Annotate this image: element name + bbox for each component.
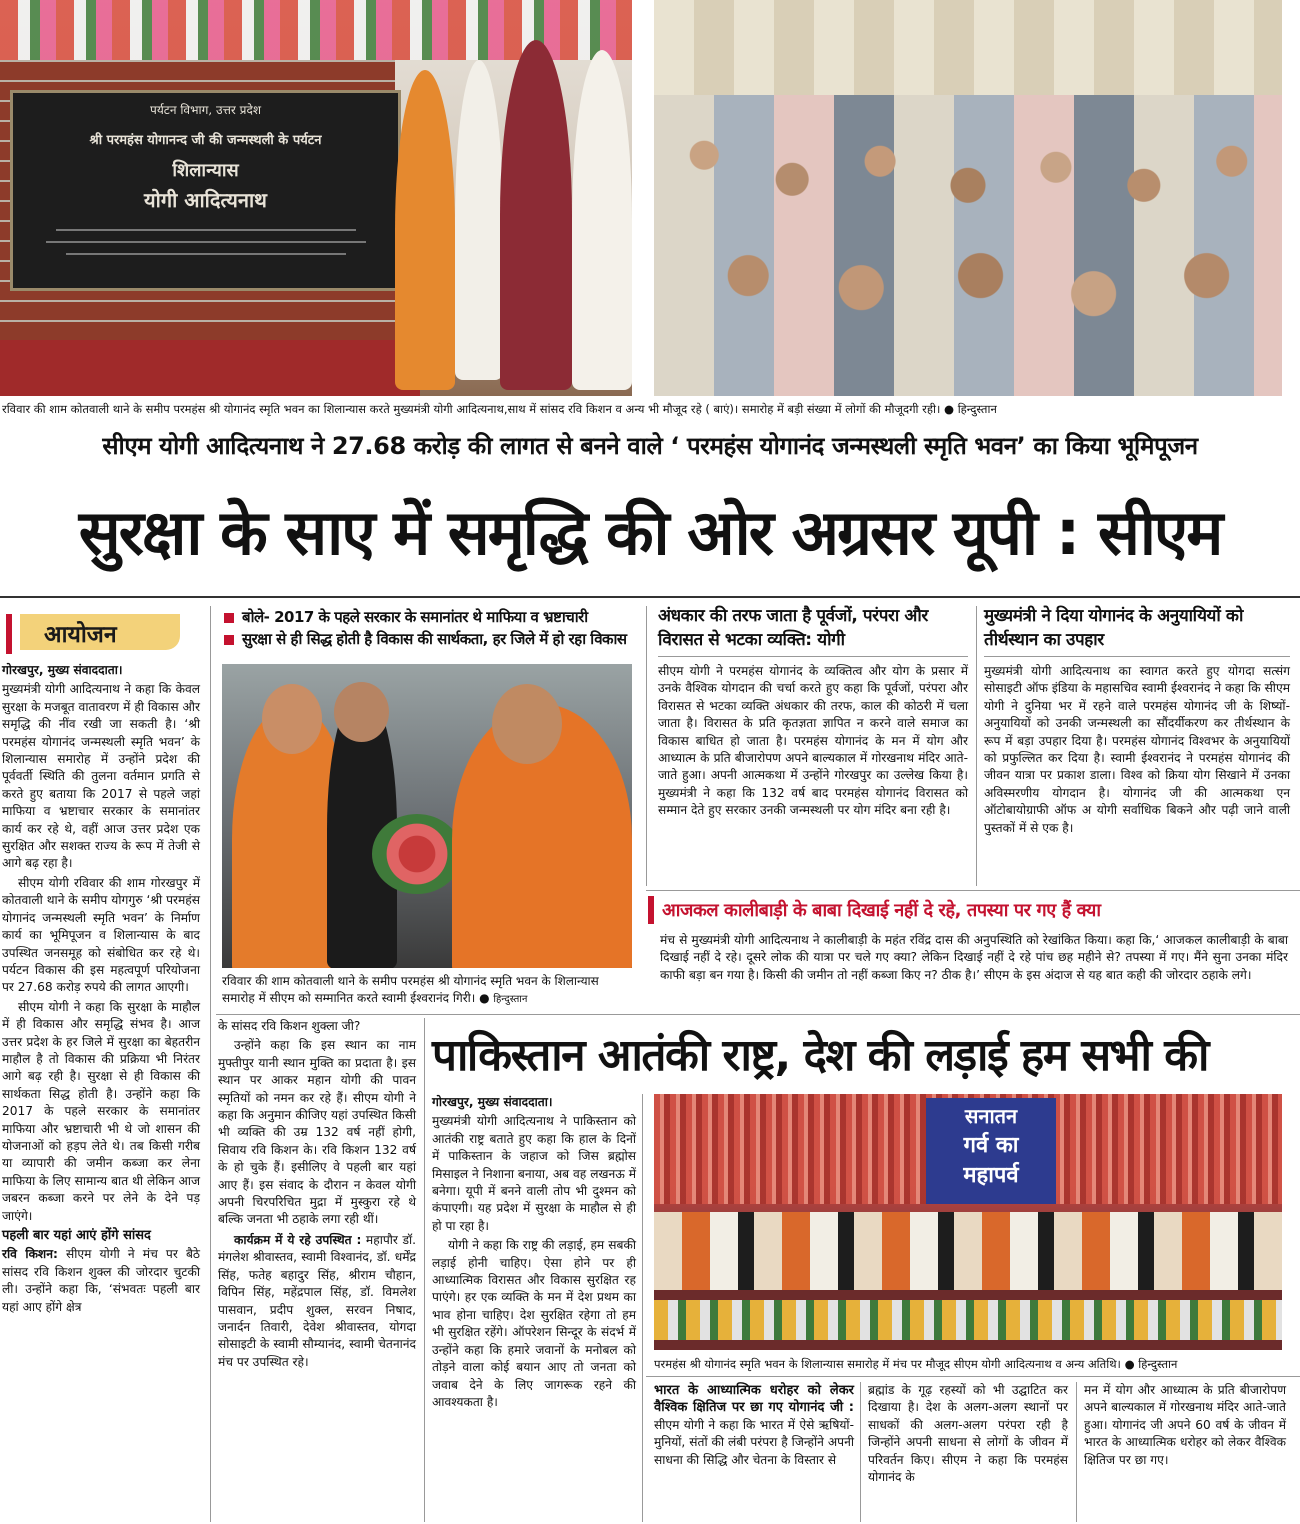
stage-photo-caption: परमहंस श्री योगानंद स्मृति भवन के शिलान्यास समारोह में मंच पर मौजूद सीएम योगी आदित्यनाथ व अन्य अतिथि। ● हिन्दुस्तान — [654, 1357, 1178, 1371]
story-col-2: के सांसद रवि किशन शुक्ला जी? उन्होंने कहा कि इस स्थान का नाम मुफ्तीपुर यानी स्थान मुक्ति का प्रदाता है। इस स्थान पर आकर महान योगी की पावन स्मृतियों को नमन कर रहे हैं। सीएम योगी ने कहा कि अनुमान कीजिए यहां उपस्थित किसी भी व्यक्ति की उम्र 132 वर्ष नहीं होगी, सिवाय रवि किशन के। रवि किशन 132 वर्ष के हो चुके हैं। इसीलिए वे पहली बार यहां आए हैं। इस संवाद के दौरान न केवल योगी अपनी चिरपरिचित मुद्रा में मुस्कुरा रहे थे बल्कि जनता भी ठहाके लगा रही थीं। कार्यक्रम में ये रहे उपस्थित : महापौर डॉ. मंगलेश श्रीवास्तव, स्वामी विश्वानंद, डॉ. धर्मेंद्र सिंह, फतेह बहादुर सिंह, श्रीराम चौहान, विपिन सिंह, महेंद्रपाल सिंह, डॉ. विमलेश पासवान, प्रदीप शुक्ल, सरवन निषाद, जनार्दन तिवारी, देवेश श्रीवास्तव, योगदा सोसाइटी के स्वामी सौम्यानंद, स्वामी चेतनानंद मंच पर उपस्थित रहे। — [218, 1019, 416, 1369]
photo-felicitation — [222, 664, 632, 968]
top-photo-caption: रविवार की शाम कोतवाली थाने के समीप परमहंस श्री योगानंद स्मृति भवन का शिलान्यास करते मुख्यमंत्री योगी आदित्यनाथ,साथ में सांसद रवि किशन व अन्य भी मौजूद रहे ( बाएं)। समारोह में बड़ी संख्या में लोगों की मौजूदगी रही। ● हिन्दुस्तान — [2, 402, 997, 416]
stage-banner: सनातन गर्व का महापर्व — [926, 1098, 1056, 1204]
photo-stone-laying — [0, 0, 632, 396]
box-kalibari: आजकल कालीबाड़ी के बाबा दिखाई नहीं दे रहे, तपस्या पर गए हैं क्या मंच से मुख्यमंत्री योगी आदित्यनाथ ने कालीबाड़ी के महंत रविंद्र दास की अनुपस्थिति को रेखांकित किया। कहा कि,‘ आजकल कालीबाड़ी के बाबा दिखाई नहीं दे रहे। दूसरे लोक की यात्रा पर चले गए क्या? लेकिन दिखाई नहीं दे रहे पांच छह महीने से? तपस्या में गए। मैंने सुना उनका मंदिर काफी बड़ा बन गया है। किसी की जमीन तो नहीं कब्जा किए न? ठीक है।’ सीएम के इस अंदाज से यह बात कही की जोरदार ठहाके लगे। — [648, 896, 1288, 984]
box-ancestors: अंधकार की तरफ जाता है पूर्वजों, परंपरा और विरासत से भटका व्यक्ति: योगी सीएम योगी ने परमहंस योगानंद के व्यक्तित्व और योग के प्रसार में उनके वैश्विक योगदान की चर्चा करते हुए कहा कि पूर्वजों, परंपरा और विरासत से भटका व्यक्ति अंधकार की तरफ, काल की कोठरी में चला जाता है। विरासत के प्रति कृतज्ञता ज्ञापित न करने वाले समाज का विकास बाधित हो जाता है। परमहंस योगानंद के मन में योग और आध्यात्म के प्रति बीजारोपण अपने बाल्यकाल में गोरखनाथ मंदिर आते-जाते हुआ। अपनी आत्मकथा में उन्होंने गोरखपुर का उल्लेख किया है। मुख्यमंत्री ने कहा कि 132 वर्ष बाद परमहंस योगानंद विरासत को सम्मान देते हुए सरकार उनकी जन्मस्थली पर योग मंदिर बना रही है। — [658, 606, 968, 818]
section-label: आयोजन — [6, 614, 202, 654]
middle-photo-caption: रविवार की शाम कोतवाली थाने के समीप परमहंस श्री योगानंद स्मृति भवन के शिलान्यास समारोह में सीएम को सम्मानित करते स्वामी ईश्वरानंद गिरी। ● हिन्दुस्तान — [222, 974, 599, 1005]
box-kalibari-title: आजकल कालीबाड़ी के बाबा दिखाई नहीं दे रहे, तपस्या पर गए हैं क्या — [662, 900, 1101, 921]
bullet-list — [224, 606, 644, 650]
bullet-2: सुरक्षा से ही सिद्ध होती है विकास की सार्थकता, हर जिले में हो रहा विकास — [224, 628, 644, 650]
subhead-yogananda: भारत के आध्यात्मिक धरोहर को लेकर वैश्विक क्षितिज पर छा गए योगानंद जी : — [654, 1383, 854, 1416]
subhead-attendees: कार्यक्रम में ये रहे उपस्थित : — [234, 1232, 362, 1247]
box-pilgrimage-title: मुख्यमंत्री ने दिया योगानंद के अनुयायियों को तीर्थस्थान का उपहार — [984, 606, 1243, 650]
story-col-1: गोरखपुर, मुख्य संवाददाता। मुख्यमंत्री योगी आदित्यनाथ ने कहा कि केवल सुरक्षा के मजबूत वातावरण में ही विकास और समृद्धि की नींव रखी जा सकती है। ‘श्री परमहंस योगानंद जन्मस्थली स्मृति भवन’ के शिलान्यास समारोह में उन्होंने प्रदेश की पूर्ववर्ती स्थिति की तुलना वर्तमान प्रगति से करते हुए बताया कि 2017 से पहले जहां माफिया व भ्रष्टाचार सरकार के समानांतर कार्य कर रहे थे, वहीं आज उत्तर प्रदेश एक सुरक्षित और सशक्त राज्य के रूप में तेजी से आगे बढ़ रहा है। सीएम योगी रविवार की शाम गोरखपुर में कोतवाली थाने के समीप योगगुरु ‘श्री परमहंस योगानंद जन्मस्थली स्मृति भवन’ के निर्माण कार्य का भूमिपूजन व शिलान्यास के बाद उपस्थित जनसमूह को संबोधित कर रहे थे। पर्यटन विकास की इस महत्वपूर्ण परियोजना पर 27.68 करोड़ रुपये की लागत आएगी। सीएम योगी ने कहा कि सुरक्षा के माहौल में ही विकास और समृद्धि संभव है। आज उत्तर प्रदेश के हर जिले में सुरक्षा का बेहतरीन माहौल है तो विकास की प्रक्रिया भी निरंतर आगे बढ़ रही है। सुरक्षा से ही विकास की सार्थकता सिद्ध होती है। उन्होंने कहा कि 2017 के पहले सरकार के समानांतर माफिया और भ्रष्टाचारी भी थे जो शासन की योजनाओं को हड़प लेते थे। तब किसी गरीब या व्यापारी की जमीन कब्जा कर लेना माफिया के लिए सामान्य बात थी लेकिन आज जबरन कब्जा करने पर लेने के देने पड़ जाएंगे। पहली बार यहां आएं होंगे सांसद रवि किशन: सीएम योगी ने मंच पर बैठे सांसद रवि किशन शुक्ल की जोरदार चुटकी ली। उन्होंने कहा कि, ‘संभवतः पहली बार यहां आए होंगे क्षेत्र — [2, 663, 200, 1314]
photo-stage — [654, 1094, 1282, 1350]
story2-col-4: मन में योग और आध्यात्म के प्रति बीजारोपण अपने बाल्यकाल में गोरखनाथ मंदिर आते-जाते हुआ। योगानंद जी अपने 60 वर्ष के जीवन में भारत के आध्यात्मिक धरोहर को लेकर वैश्विक क्षितिज पर छा गए। — [1084, 1383, 1286, 1467]
story2-col-2: भारत के आध्यात्मिक धरोहर को लेकर वैश्विक क्षितिज पर छा गए योगानंद जी : सीएम योगी ने कहा कि भारत में ऐसे ऋषियों-मुनियों, संतों की लंबी परंपरा है जिन्होंने अपनी साधना की सिद्धि और चेतना के विस्तार से — [654, 1383, 854, 1467]
bullet-1: बोले- 2017 के पहले सरकार के समानांतर थे माफिया व भ्रष्टाचारी — [224, 606, 644, 628]
story2-col-1: गोरखपुर, मुख्य संवाददाता। मुख्यमंत्री योगी आदित्यनाथ ने पाकिस्तान को आतंकी राष्ट्र बताते हुए कहा कि हाल के दिनों में पाकिस्तान के जहाज को जिस ब्रह्मोस मिसाइल ने निशाना बनाया, अब वह लखनऊ में बनेगा। यूपी में बनने वाली तोप भी दुश्मन को कंपाएगी। यह प्रदेश में सुरक्षा के माहौल से ही हो पा रहा है। योगी ने कहा कि राष्ट्र की लड़ाई, हम सबकी लड़ाई होनी चाहिए। ऐसा होने पर ही आध्यात्मिक विरासत और विकास सुरक्षित रह पाएंगे। हर एक व्यक्ति के मन में देश प्रथम का भाव होना चाहिए। देश सुरक्षित रहेगा तो हम भी सुरक्षित रहेंगे। ऑपरेशन सिन्दूर के संदर्भ में उन्होंने कहा कि हमारे जवानों के मनोबल को तोड़ने वाला कोई बयान आए तो जनता को जवाब देने के लिए जागरूक रहने की आवश्यकता है। — [432, 1095, 636, 1409]
story2-headline: पाकिस्तान आतंकी राष्ट्र, देश की लड़ाई हम सभी की — [432, 1030, 1208, 1081]
subhead-ravi-kishan: पहली बार यहां आएं होंगे सांसद — [2, 1228, 151, 1243]
photo-audience — [654, 0, 1282, 396]
box-pilgrimage: मुख्यमंत्री ने दिया योगानंद के अनुयायियों को तीर्थस्थान का उपहार मुख्यमंत्री योगी आदित्यनाथ का स्वागत करते हुए योगदा सत्संग सोसाइटी ऑफ इंडिया के महासचिव स्वामी ईश्वरानंद ने कहा कि सीएम योगी ने दुनिया भर में रहने वाले परमहंस योगानंद जी के शिष्यों-अनुयायियों को उनकी जन्मस्थली का सौंदर्यीकरण कर तीर्थस्थान के रूप में बड़ा उपहार दिया है। परमहंस योगानंद विश्वभर के अनुयायियों को प्रफुल्लित कर दिया है। स्वामी ईश्वरानंद ने परमहंस योगानंद की जीवन यात्रा पर प्रकाश डाला। विश्व को क्रिया योग सिखाने में उनका अविस्मरणीय योगदान है। योगानंद जी की आत्मकथा एन ऑटोबायोग्राफी ऑफ अ योगी सर्वाधिक बिकने और पढ़ी जाने वाली पुस्तकों में से एक है। — [984, 606, 1290, 835]
kicker: सीएम योगी आदित्यनाथ ने 27.68 करोड़ की लागत से बनने वाले ‘ परमहंस योगानंद जन्मस्थली स्मृति भवन’ का किया भूमिपूजन — [102, 432, 1198, 460]
box-ancestors-title: अंधकार की तरफ जाता है पूर्वजों, परंपरा और विरासत से भटका व्यक्ति: योगी — [658, 606, 928, 650]
main-headline: सुरक्षा के साए में समृद्धि की ओर अग्रसर यूपी : सीएम — [78, 496, 1222, 569]
stone-plaque: पर्यटन विभाग, उत्तर प्रदेश श्री परमहंस योगानन्द जी की जन्मस्थली के पर्यटन शिलान्यास योगी आदित्यनाथ — [10, 90, 401, 291]
credit: हिन्दुस्तान — [957, 402, 997, 416]
story2-col-3: ब्रह्मांड के गूढ़ रहस्यों को भी उद्घाटित कर दिखाया है। देश के अलग-अलग स्थानों पर साधकों की अलग-अलग परंपरा रही है जिन्होंने अपनी साधना से लोगों के जीवन में परिवर्तन किए। सीएम ने कहा कि परमहंस योगानंद के — [868, 1383, 1068, 1485]
